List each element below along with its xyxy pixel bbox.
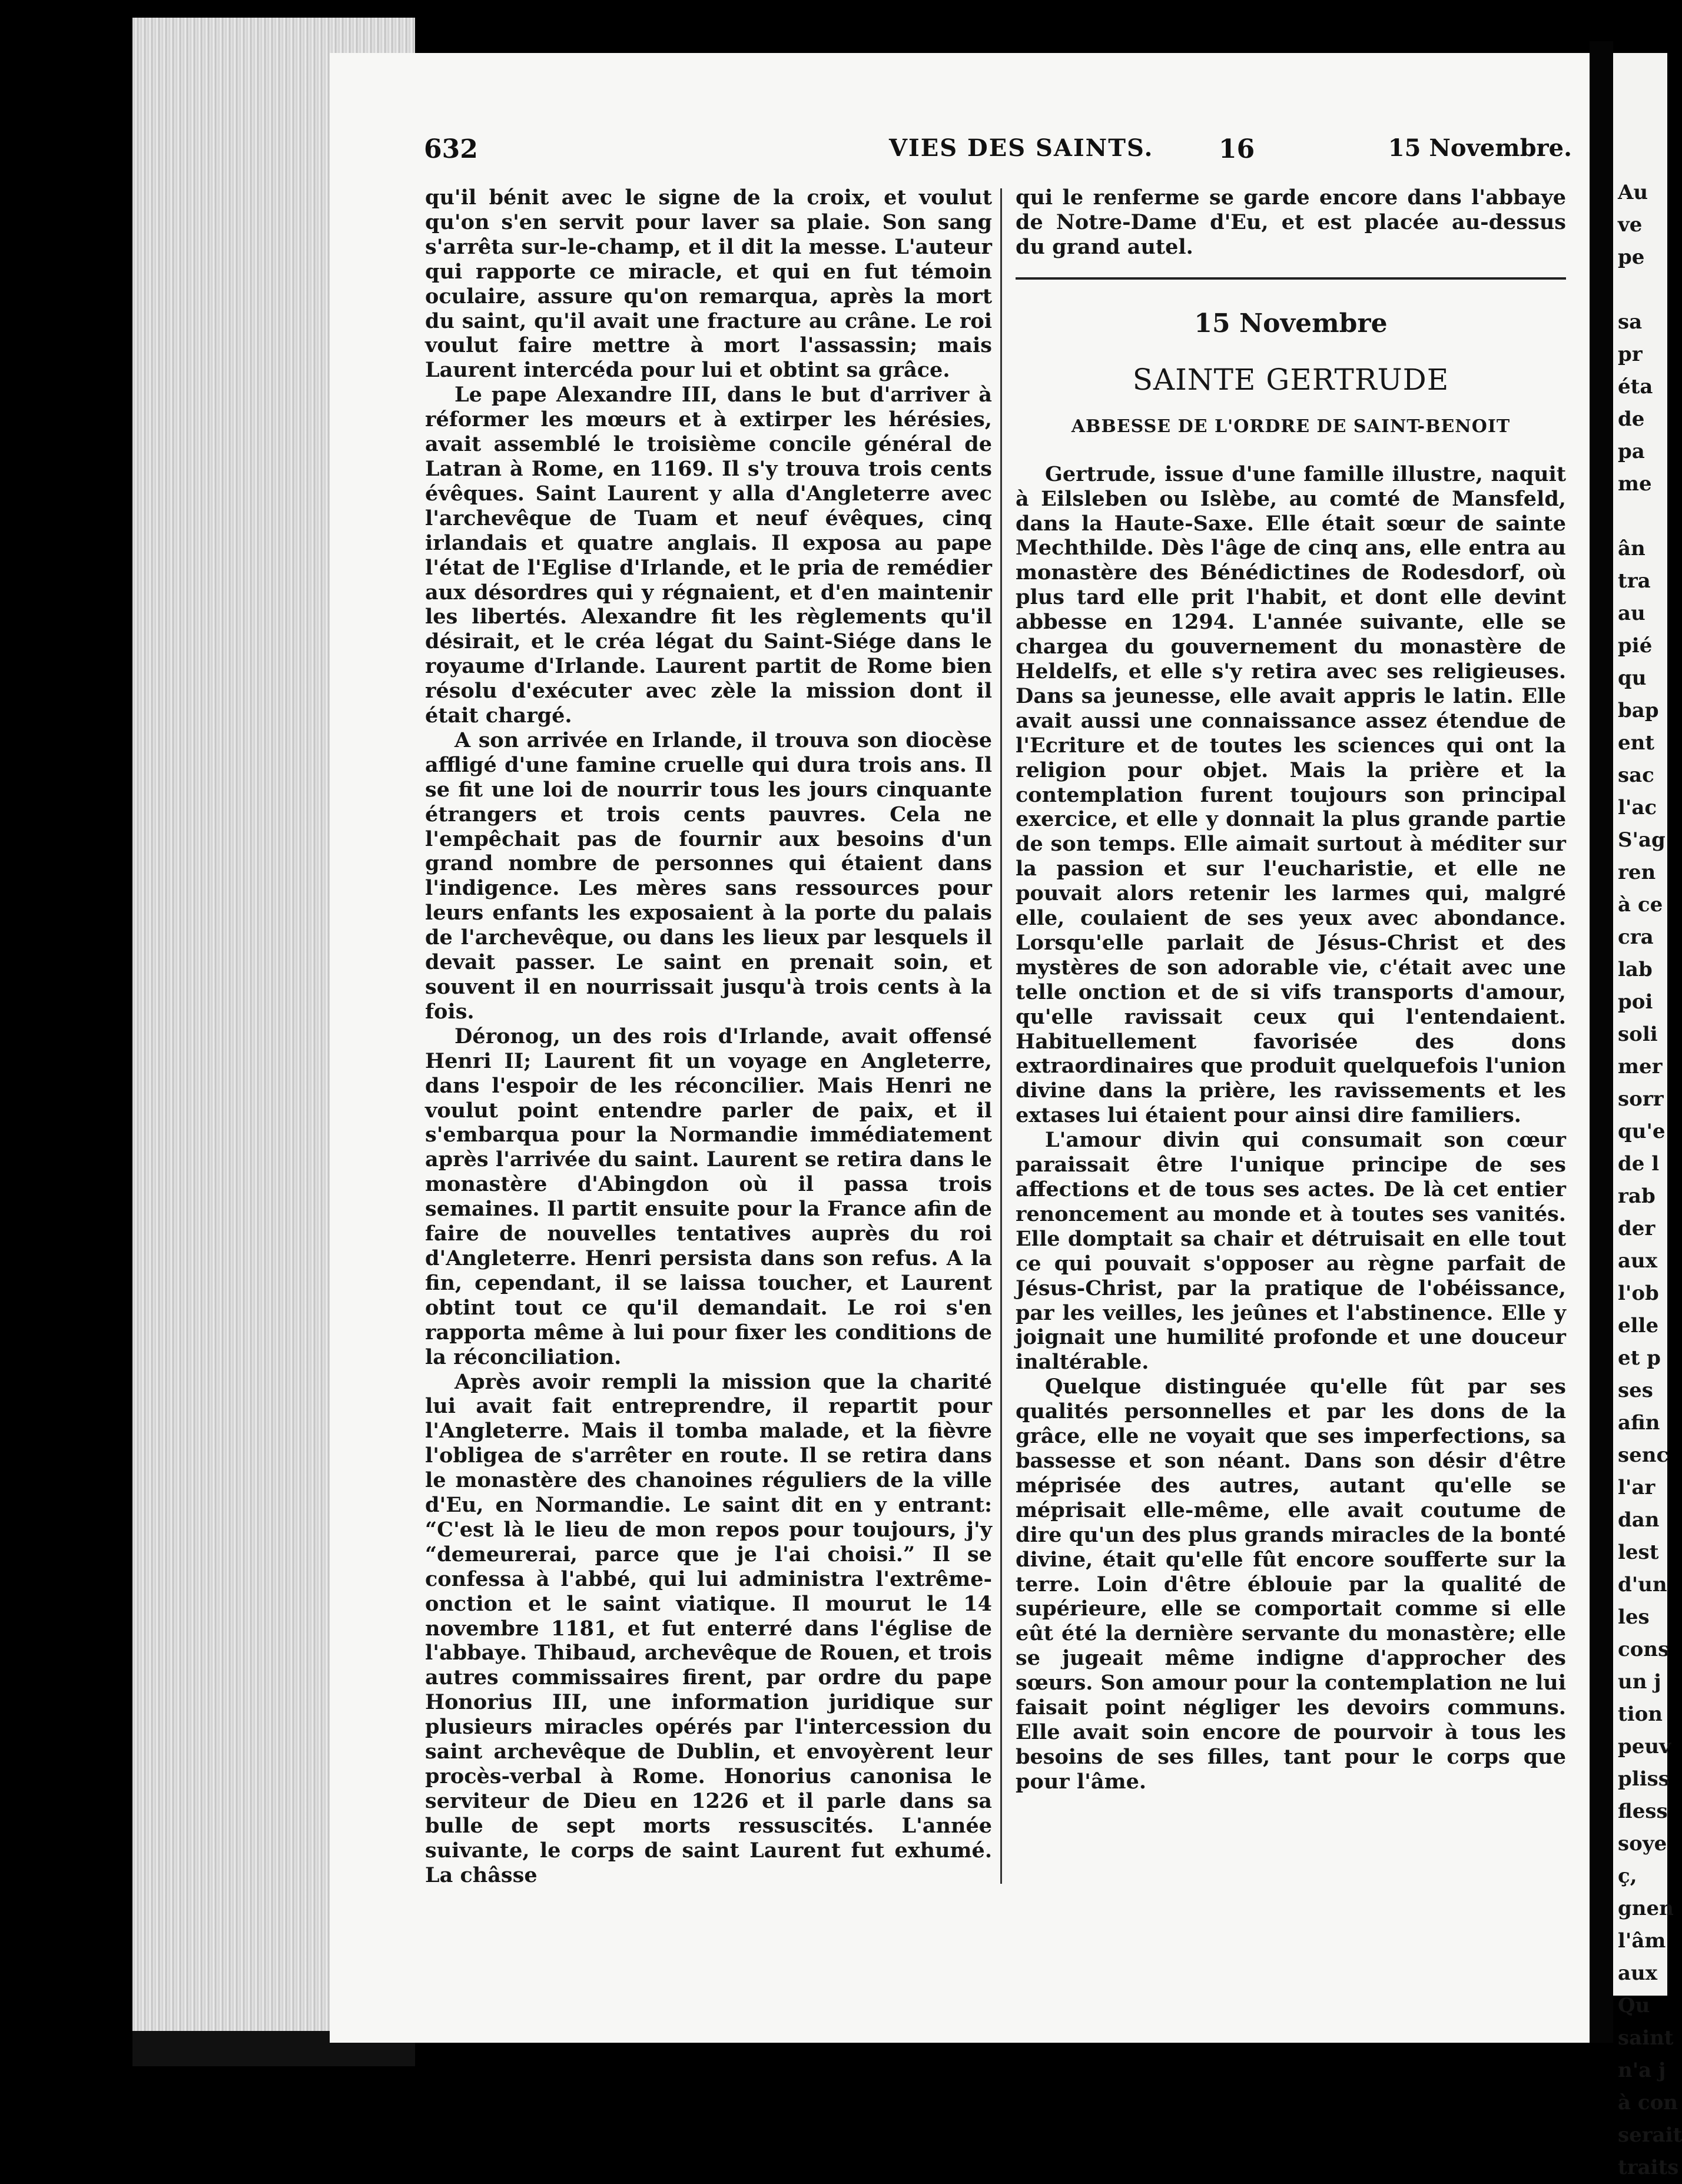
next-page-line-fragment: pié bbox=[1618, 634, 1653, 658]
next-page-line-fragment: sa bbox=[1618, 310, 1643, 334]
next-page-line-fragment: pr bbox=[1618, 343, 1643, 366]
column-divider bbox=[1000, 188, 1002, 1884]
next-page-line-fragment: poi bbox=[1618, 990, 1653, 1014]
next-page-line-fragment: ç, bbox=[1618, 1864, 1637, 1888]
running-title: VIES DES SAINTS. bbox=[889, 134, 1154, 162]
next-page-line-fragment: lab bbox=[1618, 958, 1653, 981]
saint-subtitle: ABBESSE DE L'ORDRE DE SAINT-BENOIT bbox=[1071, 416, 1511, 437]
next-page-line-fragment: qu'e bbox=[1618, 1120, 1666, 1143]
next-page-line-fragment: peuv bbox=[1618, 1735, 1671, 1758]
book-gutter bbox=[1590, 41, 1613, 2043]
next-page-line-fragment: ses bbox=[1618, 1379, 1653, 1402]
page-header bbox=[424, 134, 1572, 170]
next-page-line-fragment: pa bbox=[1618, 440, 1645, 463]
next-page-line-fragment: ent bbox=[1618, 731, 1655, 755]
next-page-line-fragment: gnen bbox=[1618, 1897, 1674, 1920]
next-page-line-fragment: saint bbox=[1618, 2026, 1674, 2050]
next-page-line-fragment: bap bbox=[1618, 699, 1659, 722]
next-page-line-fragment: aux bbox=[1618, 1961, 1658, 1985]
section-rule bbox=[1016, 277, 1566, 280]
section-date-heading: 15 Novembre bbox=[1194, 308, 1388, 338]
next-page-line-fragment: et p bbox=[1618, 1346, 1661, 1370]
next-page-line-fragment: aux bbox=[1618, 1249, 1658, 1273]
next-page-line-fragment: de l bbox=[1618, 1152, 1660, 1176]
next-page-line-fragment: pliss bbox=[1618, 1767, 1670, 1791]
next-page-line-fragment: l'ac bbox=[1618, 796, 1657, 819]
paragraph: L'amour divin qui consumait son cœur paraissait être l'unique principe de ses affections et de tous ses actes. De là cet entier renoncement au monde et à toutes ses vanités. Elle domptait sa chair et détruisait en elle tout ce qui pouvait s'opposer au règne parfait de Jésus-Christ, par la pratique de l'obéissance, par les veilles, les jeûnes et l'abstinence. Elle y joignait une humilité profonde et une douceur inaltérable. bbox=[1016, 1128, 1566, 1375]
next-page-line-fragment: afin bbox=[1618, 1411, 1660, 1435]
paragraph: Le pape Alexandre III, dans le but d'arriver à réformer les mœurs et à extirper les hérésies, avait assemblé le troisième concile général de Latran à Rome, en 1169. Il s'y trouva trois cents évêques. Saint Laurent y alla d'Angleterre avec l'archevêque de Tuam et neuf évêques, cinq irlandais et quatre anglais. Il exposa au pape l'état de l'Eglise d'Irlande, et le pria de remédier aux désordres qui y régnaient, et d'en maintenir les libertés. Alexandre fit les règlements qu'il désirait, et le créa légat du Saint-Siége dans le royaume d'Irlande. Laurent partit de Rome bien résolu d'exécuter avec zèle la mission dont il était chargé. bbox=[425, 383, 992, 728]
next-page-line-fragment: mer bbox=[1618, 1055, 1663, 1078]
next-page-number: 16 bbox=[1219, 134, 1255, 164]
paragraph: Déronog, un des rois d'Irlande, avait offensé Henri II; Laurent fit un voyage en Angleterre, dans l'espoir de les réconcilier. Mais Henri ne voulut point entendre parler de paix, et il s'embarqua pour la Normandie immédiatement après l'arrivée du saint. Laurent se retira dans le monastère d'Abingdon où il passa trois semaines. Il partit ensuite pour la France afin de faire de nouvelles tentatives auprès du roi d'Angleterre. Henri persista dans son refus. A la fin, cependant, il se laissa toucher, et Laurent obtint tout ce qu'il demandait. Le roi s'en rapporta même à lui pour fixer les conditions de la réconciliation. bbox=[425, 1024, 992, 1369]
next-page-line-fragment: senc bbox=[1618, 1443, 1669, 1467]
next-page-line-fragment: tra bbox=[1618, 569, 1651, 593]
next-page-line-fragment: un j bbox=[1618, 1670, 1661, 1694]
next-page-line-fragment: serait bbox=[1618, 2123, 1682, 2147]
next-page-line-fragment: me bbox=[1618, 472, 1652, 496]
next-page-line-fragment: sac bbox=[1618, 764, 1654, 787]
next-page-line-fragment: Qu bbox=[1618, 1994, 1650, 2017]
next-page-line-fragment: lest bbox=[1618, 1541, 1659, 1564]
next-page-line-fragment: l'ar bbox=[1618, 1476, 1656, 1499]
next-page-line-fragment: S'ag bbox=[1618, 828, 1666, 852]
next-page-line-fragment: à con bbox=[1618, 2091, 1678, 2115]
next-page-line-fragment: cra bbox=[1618, 925, 1654, 949]
paragraph: qui le renferme se garde encore dans l'abbaye de Notre-Dame d'Eu, et est placée au-dessus du grand autel. bbox=[1016, 185, 1566, 259]
next-page-line-fragment: cons bbox=[1618, 1638, 1670, 1661]
next-page-line-fragment: rab bbox=[1618, 1184, 1656, 1208]
next-page-line-fragment: sorr bbox=[1618, 1087, 1664, 1111]
paragraph: A son arrivée en Irlande, il trouva son diocèse affligé d'une famine cruelle qui dura trois ans. Il se fit une loi de nourrir tous les jours cinquante étrangers et trois cents pauvres. Cela ne l'empêchait pas de fournir aux besoins d'un grand nombre de personnes qui étaient dans l'indigence. Les mères sans ressources pour leurs enfants les exposaient à la porte du palais de l'archevêque, ou dans les lieux par lesquels il devait passer. Le saint en prenait soin, et souvent il en nourrissait jusqu'à trois cents à la fois. bbox=[425, 728, 992, 1024]
next-page-line-fragment: qu bbox=[1618, 666, 1647, 690]
paragraph: Gertrude, issue d'une famille illustre, naquit à Eilsleben ou Islèbe, au comté de Mansfeld, dans la Haute-Saxe. Elle était sœur de sainte Mechthilde. Dès l'âge de cinq ans, elle entra au monastère des Bénédictines de Rodesdorf, où plus tard elle prit l'habit, et dont elle devint abbesse en 1294. L'année suivante, elle se chargea du gouvernement du monastère de Heldelfs, et elle s'y retira avec ses religieuses. Dans sa jeunesse, elle avait appris le latin. Elle avait aussi une connaissance assez étendue de l'Ecriture et de toutes les sciences qui ont la religion pour objet. Mais la prière et la contemplation furent toujours son principal exercice, et elle y donnait la plus grande partie de son temps. Elle aimait surtout à méditer sur la passion et sur l'eucharistie, et elle ne pouvait alors retenir les larmes qui, malgré elle, coulaient de ses yeux avec abondance. Lorsqu'elle parlait de Jésus-Christ et des mystères de son adorable vie, c'était avec une telle onction et de si vifs transports d'amour, qu'elle ravissait ceux qui l'entendaient. Habituellement favorisée des dons extraordinaires que produit quelquefois l'union divine dans la prière, les ravissements et les extases lui étaient pour ainsi dire familiers. bbox=[1016, 462, 1566, 1128]
book-edge-left bbox=[0, 0, 132, 2180]
paragraph: qu'il bénit avec le signe de la croix, et voulut qu'on s'en servit pour laver sa plaie. Son sang s'arrêta sur-le-champ, et il dit la messe. L'auteur qui rapporte ce miracle, et qui en fut témoin oculaire, assure qu'on remarqua, après la mort du saint, qu'il avait une fracture au crâne. Le roi voulut faire mettre à mort l'assassin; mais Laurent intercéda pour lui et obtint sa grâce. bbox=[425, 185, 992, 383]
next-page-line-fragment: fless bbox=[1618, 1800, 1668, 1823]
next-page-line-fragment: der bbox=[1618, 1217, 1656, 1240]
next-page-line-fragment: traits bbox=[1618, 2156, 1679, 2179]
next-page-line-fragment: les bbox=[1618, 1605, 1650, 1629]
next-page-line-fragment: ve bbox=[1618, 213, 1643, 237]
next-page-line-fragment bbox=[1613, 274, 1667, 306]
header-date: 15 Novembre. bbox=[1388, 134, 1572, 162]
next-page-line-fragment: dan bbox=[1618, 1508, 1660, 1532]
next-page-line-fragment: l'ob bbox=[1618, 1282, 1659, 1305]
page-number: 632 bbox=[424, 134, 478, 164]
next-page-line-fragment: l'âm bbox=[1618, 1929, 1666, 1953]
paragraph: Quelque distinguée qu'elle fût par ses qualités personnelles et par les dons de la grâce, elle ne voyait que ses imperfections, sa bassesse et son néant. Dans son désir d'être méprisée des autres, autant qu'elle se méprisait elle-même, elle avait coutume de dire qu'un des plus grands miracles de la bonté divine, était qu'elle fût encore soufferte sur la terre. Loin d'être éblouie par la qualité de supérieure, elle se comportait comme si elle eût été la dernière servante du monastère; elle se jugeait même indigne d'approcher des sœurs. Son amour pour la contemplation ne lui faisait point négliger les devoirs communs. Elle avait soin encore de pourvoir à tous les besoins de ses filles, tant pour le corps que pour l'âme. bbox=[1016, 1375, 1566, 1794]
left-column bbox=[425, 185, 992, 1888]
next-page-line-fragment: n'a j bbox=[1618, 2059, 1666, 2082]
next-page-line-fragment: de bbox=[1618, 407, 1645, 431]
next-page-line-fragment: éta bbox=[1618, 375, 1653, 399]
next-page-line-fragment: d'un bbox=[1618, 1573, 1667, 1596]
next-page-line-fragment bbox=[1613, 500, 1667, 533]
next-page-line-fragment: ân bbox=[1618, 537, 1645, 560]
right-column bbox=[1016, 185, 1566, 1794]
next-page-line-fragment: au bbox=[1618, 602, 1645, 625]
next-page-line-fragment: Au bbox=[1618, 181, 1648, 204]
next-page-line-fragment: soli bbox=[1618, 1023, 1658, 1046]
next-page-line-fragment: soye bbox=[1618, 1832, 1667, 1856]
paragraph: Après avoir rempli la mission que la charité lui avait fait entreprendre, il repartit pour l'Angleterre. Mais il tomba malade, et la fièvre l'obligea de s'arrêter en route. Il se retira dans le monastère des chanoines réguliers de la ville d'Eu, en Normandie. Le saint dit en y entrant: “C'est là le lieu de mon repos pour toujours, j'y “demeurerai, parce que je l'ai choisi.” Il se confessa à l'abbé, qui lui administra l'extrême-onction et le saint viatique. Il mourut le 14 novembre 1181, et fut enterré dans l'église de l'abbaye. Thibaud, archevêque de Rouen, et trois autres commissaires firent, par ordre du pape Honorius III, une information juridique sur plusieurs miracles opérés par l'intercession du saint archevêque de Dublin, et envoyèrent leur procès-verbal à Rome. Honorius canonisa le serviteur de Dieu en 1226 et il parle dans sa bulle de sept morts ressuscités. L'année suivante, le corps de saint Laurent fut exhumé. La châsse bbox=[425, 1369, 992, 1887]
saint-title: SAINTE GERTRUDE bbox=[1132, 362, 1449, 397]
next-page-line-fragment: à ce bbox=[1618, 893, 1663, 917]
next-page-line-fragment: ren bbox=[1618, 861, 1656, 884]
next-page-line-fragment: pe bbox=[1618, 245, 1645, 269]
next-page-line-fragment: tion bbox=[1618, 1702, 1663, 1726]
next-page-fragment bbox=[1613, 53, 1682, 2179]
next-page-line-fragment: elle bbox=[1618, 1314, 1659, 1337]
